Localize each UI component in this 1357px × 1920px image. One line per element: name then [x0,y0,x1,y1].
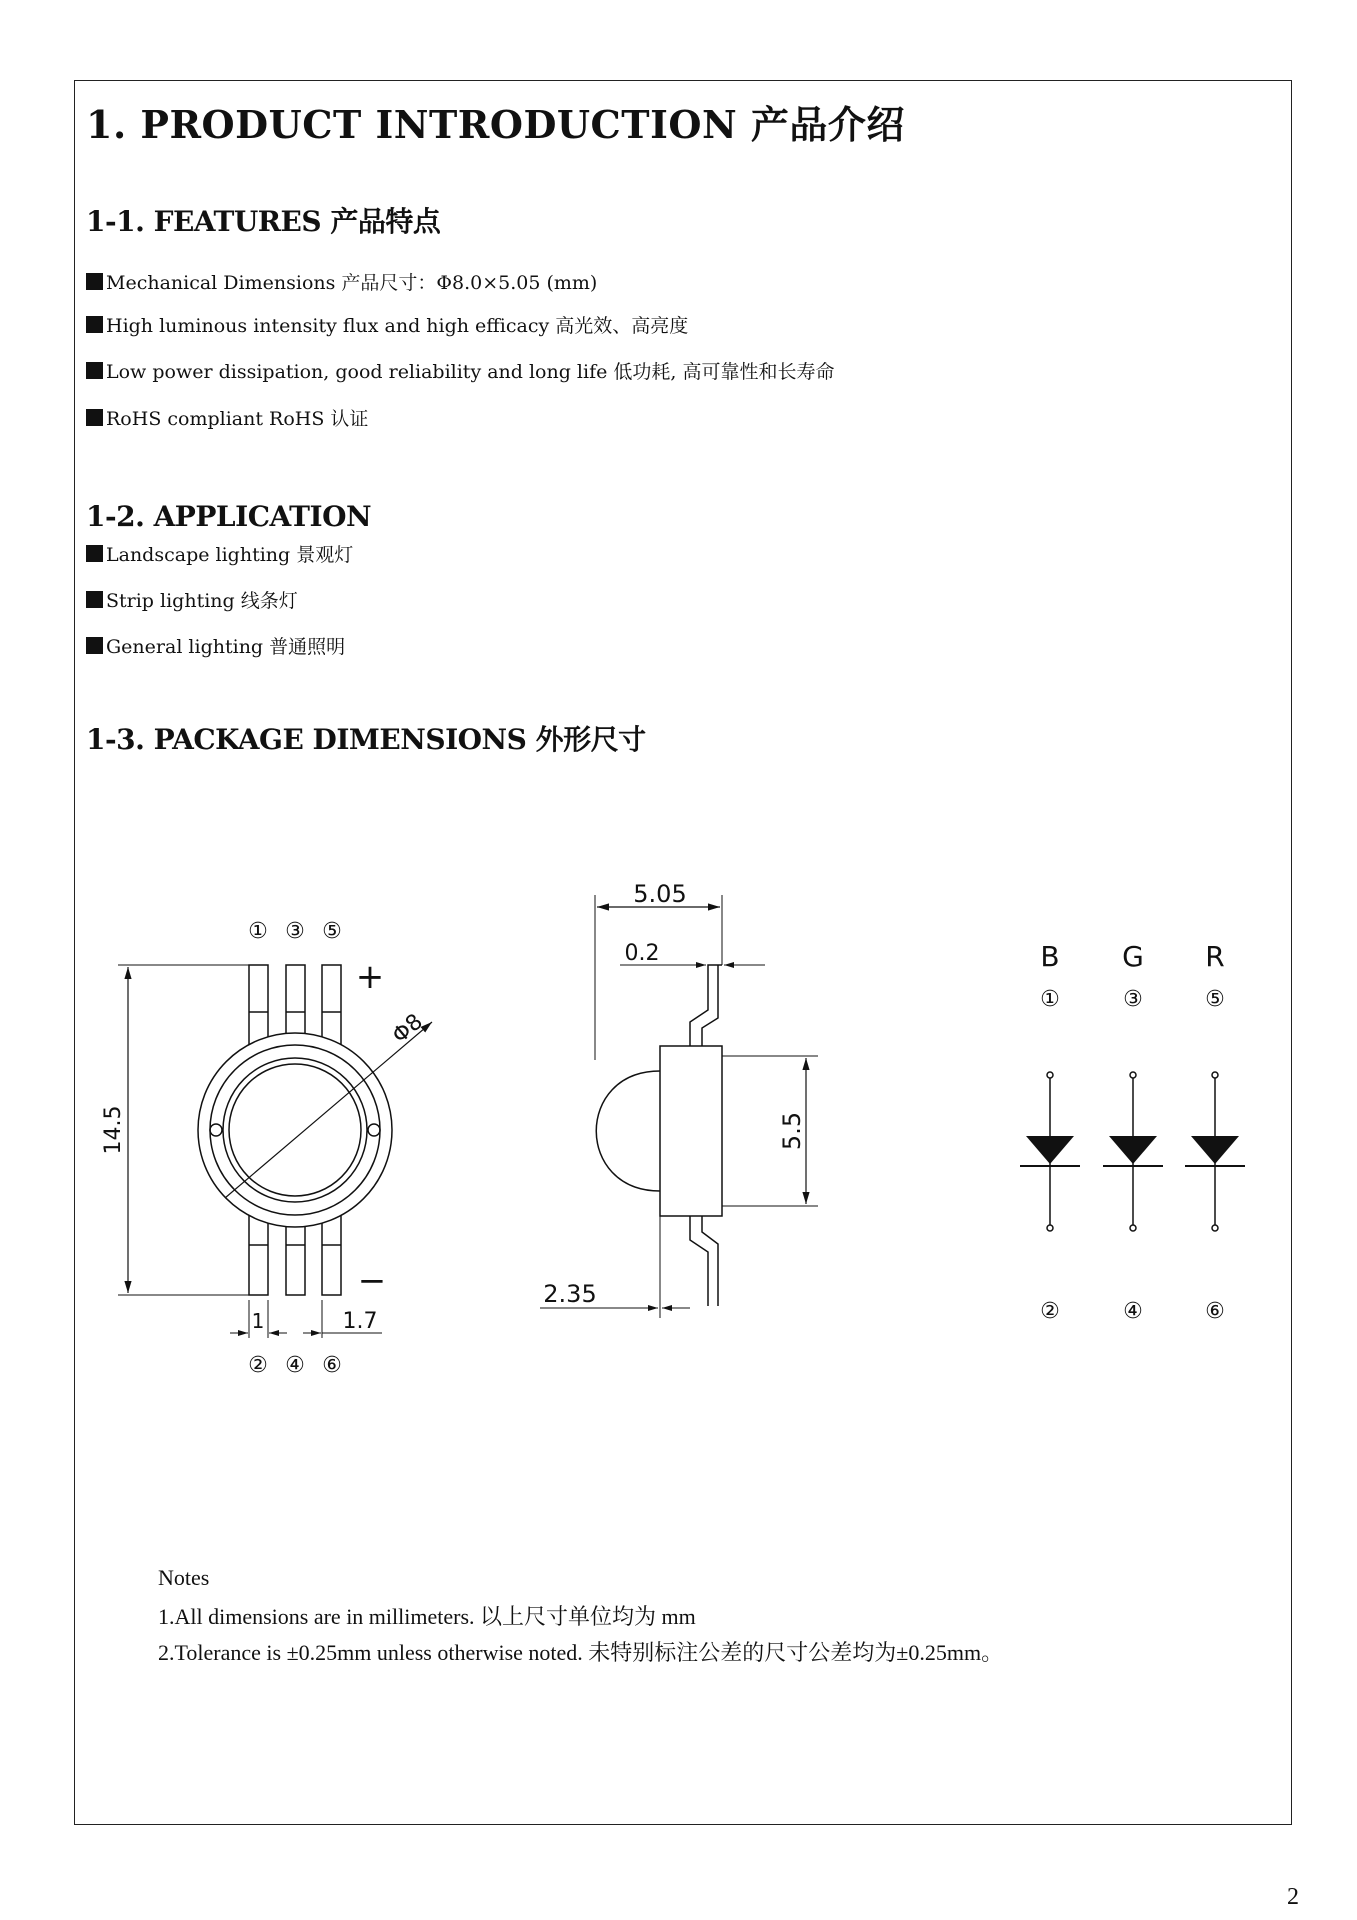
pin-label: ① [248,919,268,944]
feature-item: Mechanical Dimensions 产品尺寸：Φ8.0×5.05 (mm) [86,268,597,295]
anode-plus-label: + [355,957,385,997]
led-label-green: G [1122,940,1144,973]
dim-pin-width-label: 1 [251,1309,265,1333]
diode-blue-icon [1026,1136,1074,1164]
dim-body-label: 5.5 [778,1111,806,1151]
pin-label: ⑥ [322,1353,342,1378]
cathode-pin-label: ② [1040,1299,1060,1324]
cathode-minus-label: − [357,1261,387,1301]
dim-lead-label: 0.2 [624,941,660,966]
dim-offset-label: 2.35 [543,1280,597,1308]
page-number: 2 [1287,1884,1299,1910]
pin-label: ④ [285,1353,305,1378]
application-item: General lighting 普通照明 [86,632,345,659]
application-heading: 1-2. APPLICATION [86,500,372,533]
dim-pin-pitch-label: 1.7 [342,1309,378,1334]
notes-line-2: 2.Tolerance is ±0.25mm unless otherwise noted. 未特别标注公差的尺寸公差均为±0.25mm。 [158,1640,1004,1665]
features-heading: 1-1. FEATURES 产品特点 [86,205,441,238]
dim-total-label: 5.05 [633,880,687,908]
diode-green-icon [1109,1136,1157,1164]
dim-height-label: 14.5 [101,1105,126,1155]
application-item: Strip lighting 线条灯 [86,586,298,613]
pin-label: ⑤ [322,919,342,944]
notes-line-1: 1.All dimensions are in millimeters. 以上尺寸单位均为 mm [158,1604,696,1629]
anode-pin-label: ③ [1123,987,1143,1012]
cathode-pin-label: ④ [1123,1299,1143,1324]
led-label-blue: B [1040,940,1060,973]
anode-pin-label: ① [1040,987,1060,1012]
cathode-pin-label: ⑥ [1205,1299,1225,1324]
package-dimensions-heading: 1-3. PACKAGE DIMENSIONS 外形尺寸 [86,723,646,756]
page-title: 1. PRODUCT INTRODUCTION 产品介绍 [86,102,905,147]
feature-item: Low power dissipation, good reliability and long life 低功耗, 高可靠性和长寿命 [86,357,835,384]
pin-label: ③ [285,919,305,944]
feature-item: High luminous intensity flux and high efficacy 高光效、高亮度 [86,311,688,338]
dim-diameter-label: Φ8 [387,1009,428,1049]
application-item: Landscape lighting 景观灯 [86,540,353,567]
led-label-red: R [1205,940,1225,973]
feature-item: RoHS compliant RoHS 认证 [86,404,368,431]
anode-pin-label: ⑤ [1205,987,1225,1012]
notes-title: Notes [158,1565,210,1590]
side-view [540,895,818,1318]
diode-red-icon [1191,1136,1239,1164]
pin-label: ② [248,1353,268,1378]
